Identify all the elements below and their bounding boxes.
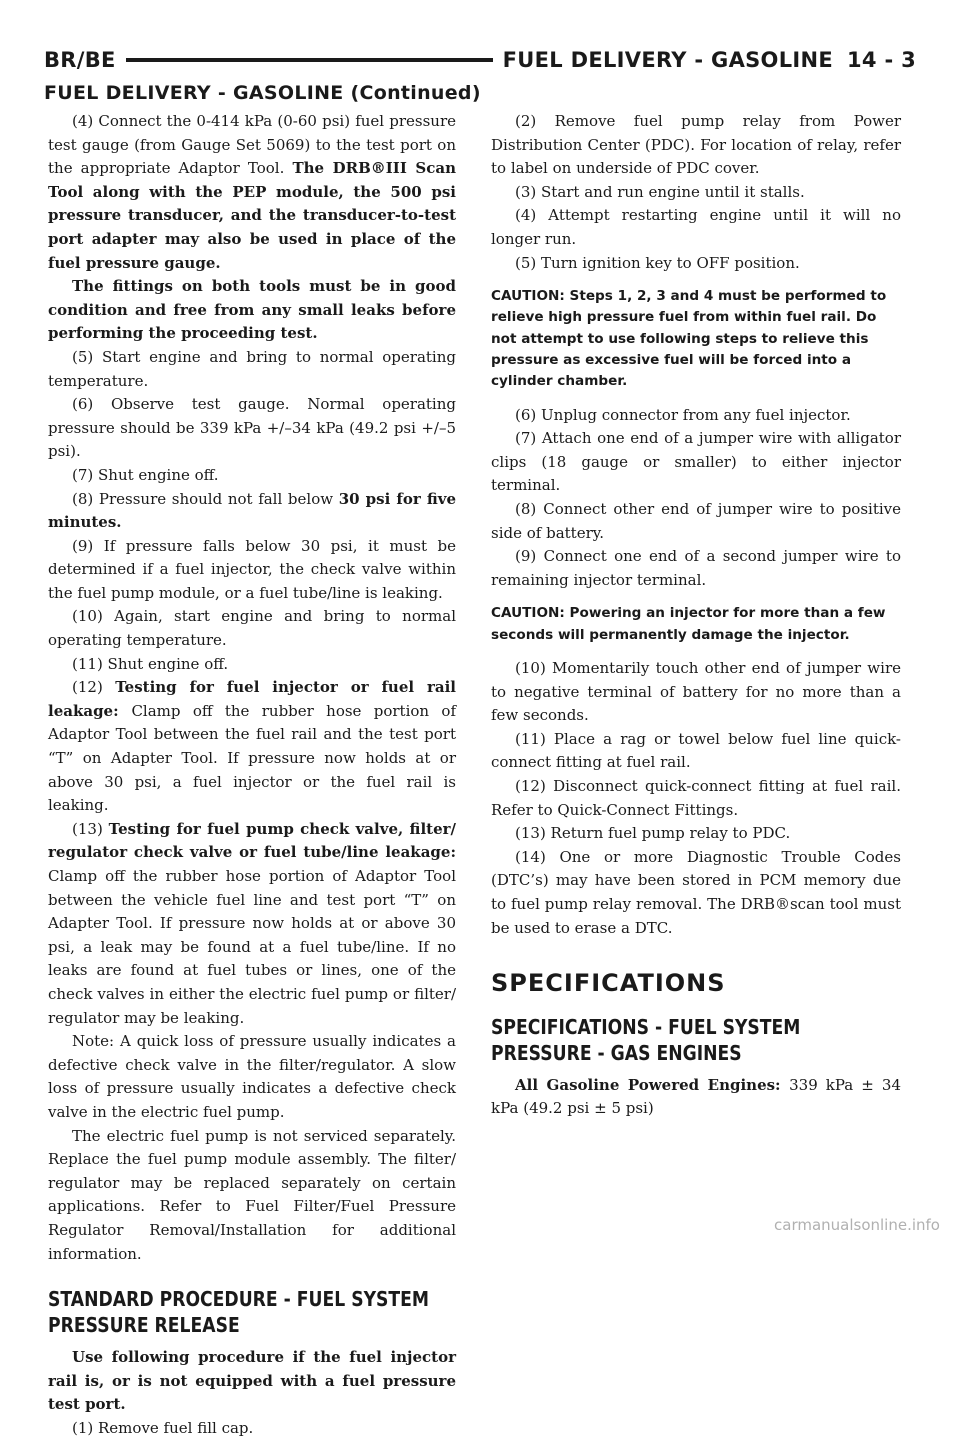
paragraph: Note: A quick loss of pressure usually indicates a defective check valve in the filter/regulator. A slow loss of pressure usually indicates a defective check valve in the electric fuel pump. bbox=[48, 1032, 456, 1121]
paragraph: The electric fuel pump is not serviced separately. Replace the fuel pump module assembly. The filter/ regulator may be replaced separately on certain applications. Refer to Fuel Filter/Fuel Pressure Regulator Removal/Installation for additional information. bbox=[48, 1126, 456, 1263]
paragraph: (3) Start and run engine until it stalls. bbox=[515, 182, 805, 201]
paragraph: (14) One or more Diagnostic Trouble Codes (DTC’s) may have been stored in PCM memory due to fuel pump relay removal. The DRB®scan tool must be used to erase a DTC. bbox=[491, 847, 901, 937]
caution-note: CAUTION: Powering an injector for more than a few seconds will permanently damage the injector. bbox=[491, 605, 886, 643]
paragraph: (12) Testing for fuel injector or fuel rail leakage: Clamp off the rubber hose portion of Adaptor Tool between the fuel rail and the test port “T” on Adapter Tool. If pressure now holds at or above 30 psi, a fuel injector or the fuel rail is leaking. bbox=[48, 678, 456, 815]
paragraph: (4) Attempt restarting engine until it will no longer run. bbox=[491, 206, 901, 248]
paragraph: (6) Unplug connector from any fuel injector. bbox=[515, 405, 851, 424]
paragraph: (1) Remove fuel fill cap. bbox=[72, 1418, 254, 1437]
paragraph: (12) Disconnect quick-connect fitting at fuel rail. Refer to Quick-Connect Fittings. bbox=[491, 776, 901, 819]
paragraph: (2) Remove fuel pump relay from Power Distribution Center (PDC). For location of relay, refer to label on underside of PDC cover. bbox=[491, 112, 901, 178]
paragraph: (9) Connect one end of a second jumper wire to remaining injector terminal. bbox=[491, 547, 901, 589]
paragraph: The fittings on both tools must be in good condition and free from any small leaks before performing the proceeding test. bbox=[48, 277, 456, 343]
paragraph: (7) Attach one end of a jumper wire with alligator clips (18 gauge or smaller) to either injector terminal. bbox=[491, 429, 901, 495]
watermark: carmanualsonline.info bbox=[774, 1216, 940, 1234]
header-model: BR/BE bbox=[44, 48, 116, 72]
page-header bbox=[44, 44, 916, 76]
paragraph: Use following procedure if the fuel injector rail is, or is not equipped with a fuel pressure test port. bbox=[48, 1348, 456, 1414]
paragraph: (6) Observe test gauge. Normal operating pressure should be 339 kPa +/–34 kPa (49.2 psi +/–5 psi). bbox=[48, 395, 456, 461]
paragraph: (13) Testing for fuel pump check valve, filter/ regulator check valve or fuel tube/line leakage: Clamp off the rubber hose portion of Adaptor Tool between the vehicle fuel line and test port “T” on Adapter Tool. If pressure now holds at or above 30 psi, a leak may be found at a fuel tube/line. If no leaks are found at fuel tubes or lines, one of the check valves in either the electric fuel pump or filter/ regulator may be leaking. bbox=[48, 819, 456, 1027]
caution-note: CAUTION: Steps 1, 2, 3 and 4 must be performed to relieve high pressure fuel from within fuel rail. Do not attempt to use following steps to relieve this pressure as excessive fuel will be forced into a cylinder chamber. bbox=[491, 288, 887, 390]
paragraph: (5) Start engine and bring to normal operating temperature. bbox=[48, 347, 456, 390]
paragraph: (11) Shut engine off. bbox=[72, 654, 229, 673]
paragraph: (11) Place a rag or towel below fuel line quick-connect fitting at fuel rail. bbox=[491, 729, 901, 772]
procedure-heading: STANDARD PROCEDURE - FUEL SYSTEM PRESSURE RELEASE bbox=[48, 1287, 430, 1338]
header-section: FUEL DELIVERY - GASOLINE bbox=[502, 48, 834, 72]
paragraph: (9) If pressure falls below 30 psi, it must be determined if a fuel injector, the check valve within the fuel pump module, or a fuel tube/line is leaking. bbox=[48, 536, 456, 602]
paragraph: (8) Pressure should not fall below 30 psi for five minutes. bbox=[48, 489, 456, 532]
right-column bbox=[491, 110, 901, 1121]
continued-heading: FUEL DELIVERY - GASOLINE (Continued) bbox=[44, 82, 481, 104]
paragraph: (10) Again, start engine and bring to normal operating temperature. bbox=[48, 607, 456, 650]
paragraph: (7) Shut engine off. bbox=[72, 465, 219, 484]
left-column bbox=[48, 110, 456, 1440]
header-rule bbox=[126, 58, 493, 62]
paragraph: (5) Turn ignition key to OFF position. bbox=[515, 253, 800, 272]
section-heading: SPECIFICATIONS bbox=[491, 969, 726, 998]
page-number: 14 - 3 bbox=[847, 48, 916, 72]
specifications-heading: SPECIFICATIONS - FUEL SYSTEM PRESSURE - GAS ENGINES bbox=[491, 1014, 801, 1065]
paragraph: (13) Return fuel pump relay to PDC. bbox=[515, 824, 791, 843]
paragraph: All Gasoline Powered Engines: 339 kPa ± 34 kPa (49.2 psi ± 5 psi) bbox=[491, 1075, 901, 1118]
paragraph: (8) Connect other end of jumper wire to positive side of battery. bbox=[491, 500, 901, 542]
paragraph: (10) Momentarily touch other end of jumper wire to negative terminal of battery for no more than a few seconds. bbox=[491, 658, 901, 725]
paragraph: (4) Connect the 0-414 kPa (0-60 psi) fuel pressure test gauge (from Gauge Set 5069) to the test port on the appropriate Adaptor Tool. The DRB®III Scan Tool along with the PEP module, the 500 psi pressure transducer, and the transducer-to-test port adapter may also be used in place of the fuel pressure gauge. bbox=[48, 112, 456, 272]
